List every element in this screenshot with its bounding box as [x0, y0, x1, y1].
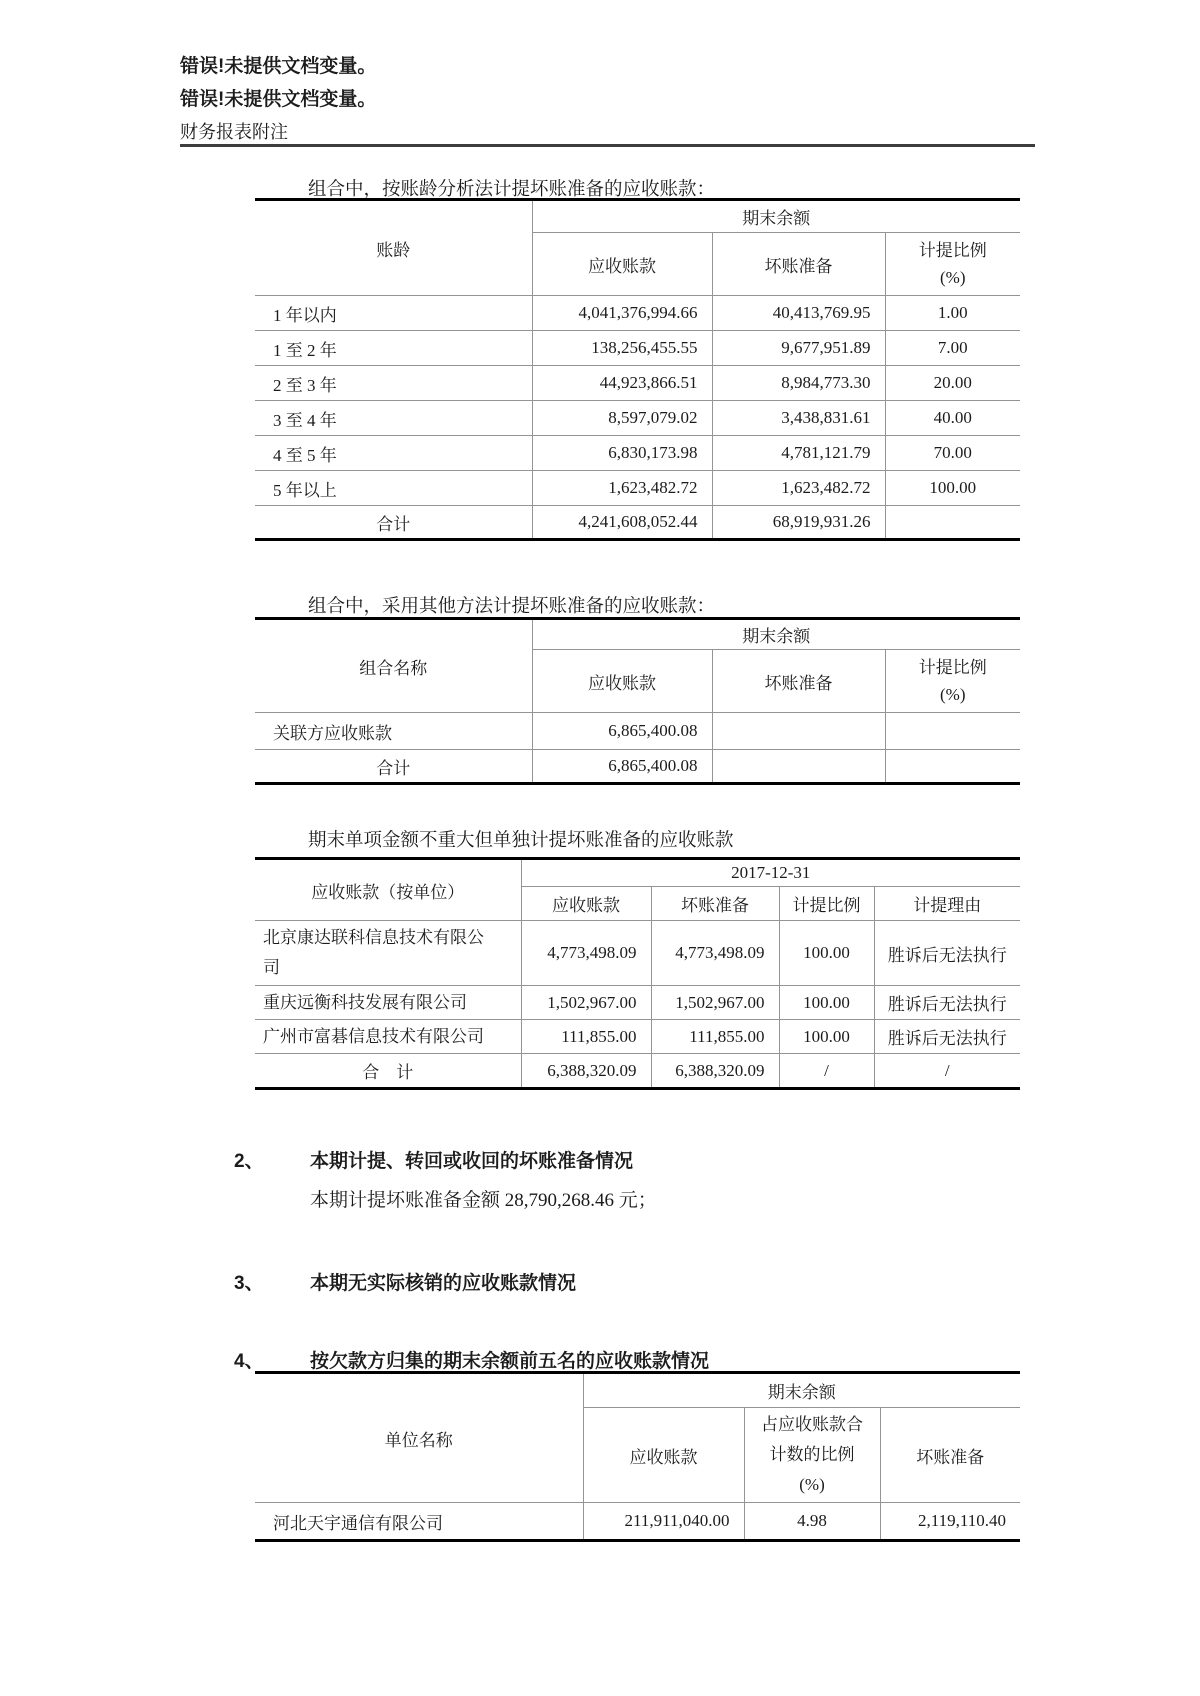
- other-row-receivable: 6,865,400.08: [532, 713, 712, 750]
- section-3-heading: [234, 1268, 576, 1295]
- table-row: [255, 401, 1020, 436]
- individual-row-company: 广州市富碁信息技术有限公司: [255, 1020, 521, 1054]
- aging-group-ending-balance-header: 期末余额: [532, 200, 1020, 233]
- individual-row-ratio: 100.00: [779, 1020, 874, 1054]
- aging-total-row: [255, 506, 1020, 540]
- top5-col-unit-header: 单位名称: [255, 1373, 583, 1503]
- aging-row-baddebt: 4,781,121.79: [712, 436, 885, 471]
- aging-table-title: 组合中，按账龄分析法计提坏账准备的应收账款：: [308, 180, 716, 200]
- other-row-ratio: [885, 713, 1020, 750]
- individual-col-unit-header: 应收账款（按单位）: [255, 859, 521, 921]
- other-method-table: [255, 617, 1020, 785]
- other-total-row: [255, 750, 1020, 784]
- section-4-title: 按欠款方归集的期末余额前五名的应收账款情况: [310, 1351, 710, 1372]
- aging-row-baddebt: 1,623,482.72: [712, 471, 885, 506]
- aging-row-label: 5 年以上: [255, 471, 532, 506]
- other-col-ratio-header-line2: (%): [940, 685, 966, 704]
- aging-row-ratio: 20.00: [885, 366, 1020, 401]
- individual-total-reason: /: [874, 1054, 1020, 1089]
- table-row: [255, 296, 1020, 331]
- doc-header-subtitle: 财务报表附注: [180, 122, 288, 142]
- top5-col-ratio-header-line2: 计数的比例: [769, 1445, 855, 1464]
- individual-row-reason: 胜诉后无法执行: [874, 986, 1020, 1020]
- header-divider: [180, 144, 1035, 147]
- other-total-ratio: [885, 750, 1020, 784]
- aging-row-baddebt: 40,413,769.95: [712, 296, 885, 331]
- other-col-baddebt-header: 坏账准备: [712, 650, 885, 713]
- individual-row-reason: 胜诉后无法执行: [874, 921, 1020, 986]
- individual-row-company: 重庆远衡科技发展有限公司: [255, 986, 521, 1020]
- individual-row-receivable: 111,855.00: [521, 1020, 651, 1054]
- individual-row-ratio: 100.00: [779, 986, 874, 1020]
- top5-col-ratio-header-line3: (%): [799, 1475, 825, 1494]
- table-row: [255, 921, 1020, 986]
- top5-col-receivable-header: 应收账款: [583, 1408, 744, 1503]
- aging-col-ratio-header-line2: (%): [940, 268, 966, 287]
- individual-row-baddebt: 111,855.00: [651, 1020, 779, 1054]
- other-group-ending-balance-header: 期末余额: [532, 619, 1020, 650]
- individual-row-baddebt: 1,502,967.00: [651, 986, 779, 1020]
- individual-total-ratio: /: [779, 1054, 874, 1089]
- individual-row-receivable: 1,502,967.00: [521, 986, 651, 1020]
- section-3-number: 3、: [234, 1273, 264, 1294]
- aging-row-label: 1 至 2 年: [255, 331, 532, 366]
- table-row: [255, 1503, 1020, 1541]
- aging-row-ratio: 1.00: [885, 296, 1020, 331]
- individual-row-ratio: 100.00: [779, 921, 874, 986]
- individual-col-receivable-header: 应收账款: [521, 887, 651, 921]
- aging-row-receivable: 138,256,455.55: [532, 331, 712, 366]
- aging-table: [255, 198, 1020, 541]
- aging-row-label: 2 至 3 年: [255, 366, 532, 401]
- individual-table: [255, 857, 1020, 1090]
- doc-header-error-line-2: 错误!未提供文档变量。: [180, 89, 377, 110]
- aging-row-ratio: 40.00: [885, 401, 1020, 436]
- section-2-number: 2、: [234, 1151, 264, 1172]
- aging-total-receivable: 4,241,608,052.44: [532, 506, 712, 540]
- section-2-heading: [234, 1146, 633, 1173]
- doc-header-error-line-1: 错误!未提供文档变量。: [180, 56, 377, 77]
- table-row: [255, 331, 1020, 366]
- top5-row-baddebt: 2,119,110.40: [880, 1503, 1020, 1541]
- doc-header: [180, 50, 376, 147]
- individual-row-baddebt: 4,773,498.09: [651, 921, 779, 986]
- top5-row-receivable: 211,911,040.00: [583, 1503, 744, 1541]
- individual-total-receivable: 6,388,320.09: [521, 1054, 651, 1089]
- aging-col-age-header: 账龄: [255, 200, 532, 296]
- other-col-portfolio-header: 组合名称: [255, 619, 532, 713]
- aging-row-receivable: 6,830,173.98: [532, 436, 712, 471]
- individual-total-baddebt: 6,388,320.09: [651, 1054, 779, 1089]
- section-2-body: 本期计提坏账准备金额 28,790,268.46 元；: [310, 1190, 657, 1211]
- individual-total-label: 合 计: [255, 1054, 521, 1089]
- individual-col-ratio-header: 计提比例: [779, 887, 874, 921]
- individual-total-row: [255, 1054, 1020, 1089]
- aging-col-ratio-header-line1: 计提比例: [918, 241, 987, 260]
- other-col-receivable-header: 应收账款: [532, 650, 712, 713]
- individual-row-reason: 胜诉后无法执行: [874, 1020, 1020, 1054]
- table-row: [255, 471, 1020, 506]
- section-4-heading: [234, 1346, 709, 1373]
- aging-row-receivable: 4,041,376,994.66: [532, 296, 712, 331]
- aging-row-ratio: 7.00: [885, 331, 1020, 366]
- aging-row-label: 1 年以内: [255, 296, 532, 331]
- individual-col-baddebt-header: 坏账准备: [651, 887, 779, 921]
- aging-row-ratio: 70.00: [885, 436, 1020, 471]
- table-row: [255, 713, 1020, 750]
- table-row: [255, 436, 1020, 471]
- top5-table: [255, 1371, 1020, 1542]
- top5-row-ratio: 4.98: [744, 1503, 880, 1541]
- aging-row-receivable: 8,597,079.02: [532, 401, 712, 436]
- aging-row-receivable: 44,923,866.51: [532, 366, 712, 401]
- top5-row-company: 河北天宇通信有限公司: [255, 1503, 583, 1541]
- section-2-title: 本期计提、转回或收回的坏账准备情况: [310, 1151, 634, 1172]
- aging-row-baddebt: 3,438,831.61: [712, 401, 885, 436]
- other-col-ratio-header-line1: 计提比例: [918, 658, 987, 677]
- other-row-baddebt: [712, 713, 885, 750]
- top5-col-ratio-header: [744, 1408, 880, 1503]
- aging-row-label: 4 至 5 年: [255, 436, 532, 471]
- aging-col-ratio-header: [885, 233, 1020, 296]
- individual-col-reason-header: 计提理由: [874, 887, 1020, 921]
- individual-group-date-header: 2017-12-31: [521, 859, 1020, 887]
- aging-row-ratio: 100.00: [885, 471, 1020, 506]
- aging-row-baddebt: 9,677,951.89: [712, 331, 885, 366]
- other-row-label: 关联方应收账款: [255, 713, 532, 750]
- other-total-baddebt: [712, 750, 885, 784]
- table-row: [255, 986, 1020, 1020]
- other-method-table-title: 组合中，采用其他方法计提坏账准备的应收账款：: [308, 597, 716, 617]
- aging-row-baddebt: 8,984,773.30: [712, 366, 885, 401]
- individual-row-company: 北京康达联科信息技术有限公司: [255, 921, 521, 986]
- individual-table-title: 期末单项金额不重大但单独计提坏账准备的应收账款: [308, 831, 734, 851]
- aging-row-label: 3 至 4 年: [255, 401, 532, 436]
- individual-row-receivable: 4,773,498.09: [521, 921, 651, 986]
- aging-col-receivable-header: 应收账款: [532, 233, 712, 296]
- aging-total-label: 合计: [255, 506, 532, 540]
- aging-row-receivable: 1,623,482.72: [532, 471, 712, 506]
- other-total-receivable: 6,865,400.08: [532, 750, 712, 784]
- top5-col-ratio-header-line1: 占应收账款合: [761, 1415, 863, 1434]
- other-col-ratio-header: [885, 650, 1020, 713]
- aging-total-baddebt: 68,919,931.26: [712, 506, 885, 540]
- other-total-label: 合计: [255, 750, 532, 784]
- aging-total-ratio: [885, 506, 1020, 540]
- top5-col-baddebt-header: 坏账准备: [880, 1408, 1020, 1503]
- section-3-title: 本期无实际核销的应收账款情况: [310, 1273, 577, 1294]
- section-4-number: 4、: [234, 1351, 264, 1372]
- aging-col-baddebt-header: 坏账准备: [712, 233, 885, 296]
- table-row: [255, 366, 1020, 401]
- table-row: [255, 1020, 1020, 1054]
- top5-group-ending-balance-header: 期末余额: [583, 1373, 1020, 1408]
